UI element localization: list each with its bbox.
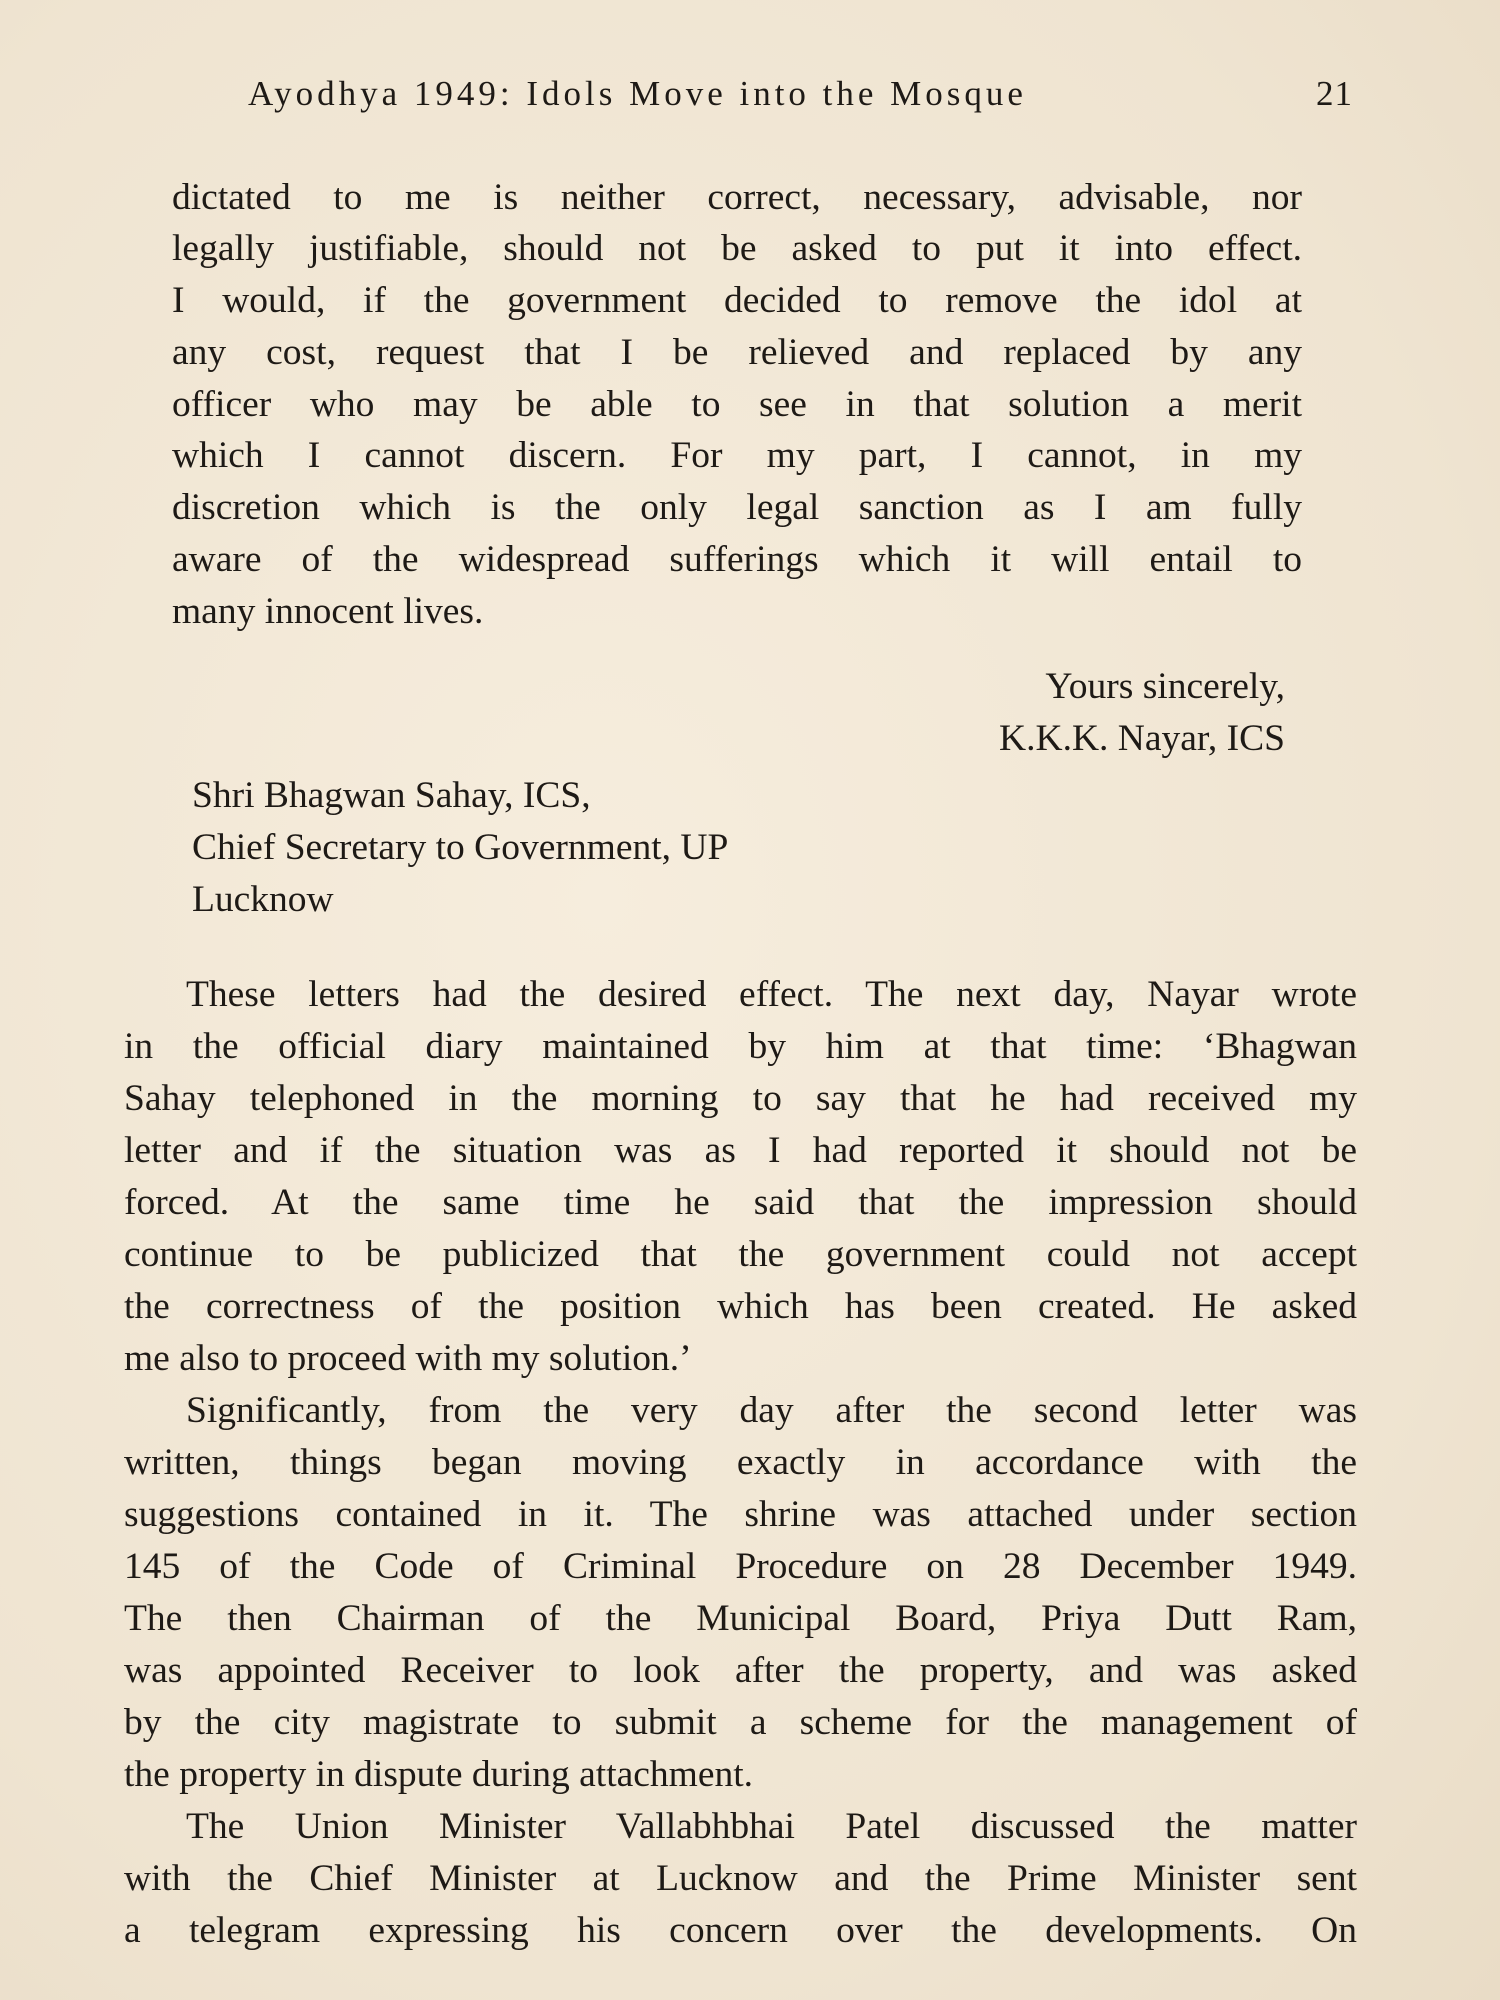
- quote-line: dictated to me is neither correct, necessary, advisable, nor: [172, 177, 1302, 218]
- paragraph-line: with the Chief Minister at Lucknow and the Prime Minister sent: [124, 1858, 1357, 1899]
- quote-line: I would, if the government decided to remove the idol at: [172, 280, 1302, 321]
- paragraph-line: 145 of the Code of Criminal Procedure on 28 December 1949.: [124, 1546, 1357, 1587]
- signature: K.K.K. Nayar, ICS: [999, 718, 1285, 759]
- paragraph-line: continue to be publicized that the government could not accept: [124, 1234, 1357, 1275]
- paragraph-line: These letters had the desired effect. The next day, Nayar wrote: [186, 974, 1357, 1015]
- paragraph-line: the property in dispute during attachment.: [124, 1754, 754, 1795]
- page-number: 21: [1316, 74, 1353, 113]
- paragraph-line: was appointed Receiver to look after the property, and was asked: [124, 1650, 1357, 1691]
- paragraph-line: by the city magistrate to submit a scheme for the management of: [124, 1702, 1357, 1743]
- addressee-name: Shri Bhagwan Sahay, ICS,: [192, 775, 591, 816]
- quote-line: many innocent lives.: [172, 591, 484, 632]
- paragraph-line: a telegram expressing his concern over the developments. On: [124, 1910, 1357, 1951]
- running-title: Ayodhya 1949: Idols Move into the Mosque: [248, 74, 1027, 113]
- paragraph-line: Significantly, from the very day after the second letter was: [186, 1390, 1357, 1431]
- running-head: [248, 74, 1353, 114]
- paragraph-line: in the official diary maintained by him at that time: ‘Bhagwan: [124, 1026, 1357, 1067]
- addressee-title: Chief Secretary to Government, UP: [192, 827, 729, 868]
- paragraph-line: forced. At the same time he said that the impression should: [124, 1182, 1357, 1223]
- quote-line: any cost, request that I be relieved and replaced by any: [172, 332, 1302, 373]
- quote-line: legally justifiable, should not be asked to put it into effect.: [172, 228, 1302, 269]
- paragraph-line: written, things began moving exactly in accordance with the: [124, 1442, 1357, 1483]
- quote-line: discretion which is the only legal sanction as I am fully: [172, 487, 1302, 528]
- addressee-city: Lucknow: [192, 879, 334, 920]
- quote-line: which I cannot discern. For my part, I cannot, in my: [172, 435, 1302, 476]
- paragraph-line: me also to proceed with my solution.’: [124, 1338, 692, 1379]
- salutation: Yours sincerely,: [1045, 666, 1285, 707]
- quote-line: officer who may be able to see in that solution a merit: [172, 384, 1302, 425]
- quote-line: aware of the widespread sufferings which it will entail to: [172, 539, 1302, 580]
- paragraph-line: suggestions contained in it. The shrine was attached under section: [124, 1494, 1357, 1535]
- paragraph-line: the correctness of the position which has been created. He asked: [124, 1286, 1357, 1327]
- paragraph-line: Sahay telephoned in the morning to say that he had received my: [124, 1078, 1357, 1119]
- paragraph-line: letter and if the situation was as I had reported it should not be: [124, 1130, 1357, 1171]
- paragraph-line: The Union Minister Vallabhbhai Patel discussed the matter: [186, 1806, 1357, 1847]
- paragraph-line: The then Chairman of the Municipal Board, Priya Dutt Ram,: [124, 1598, 1357, 1639]
